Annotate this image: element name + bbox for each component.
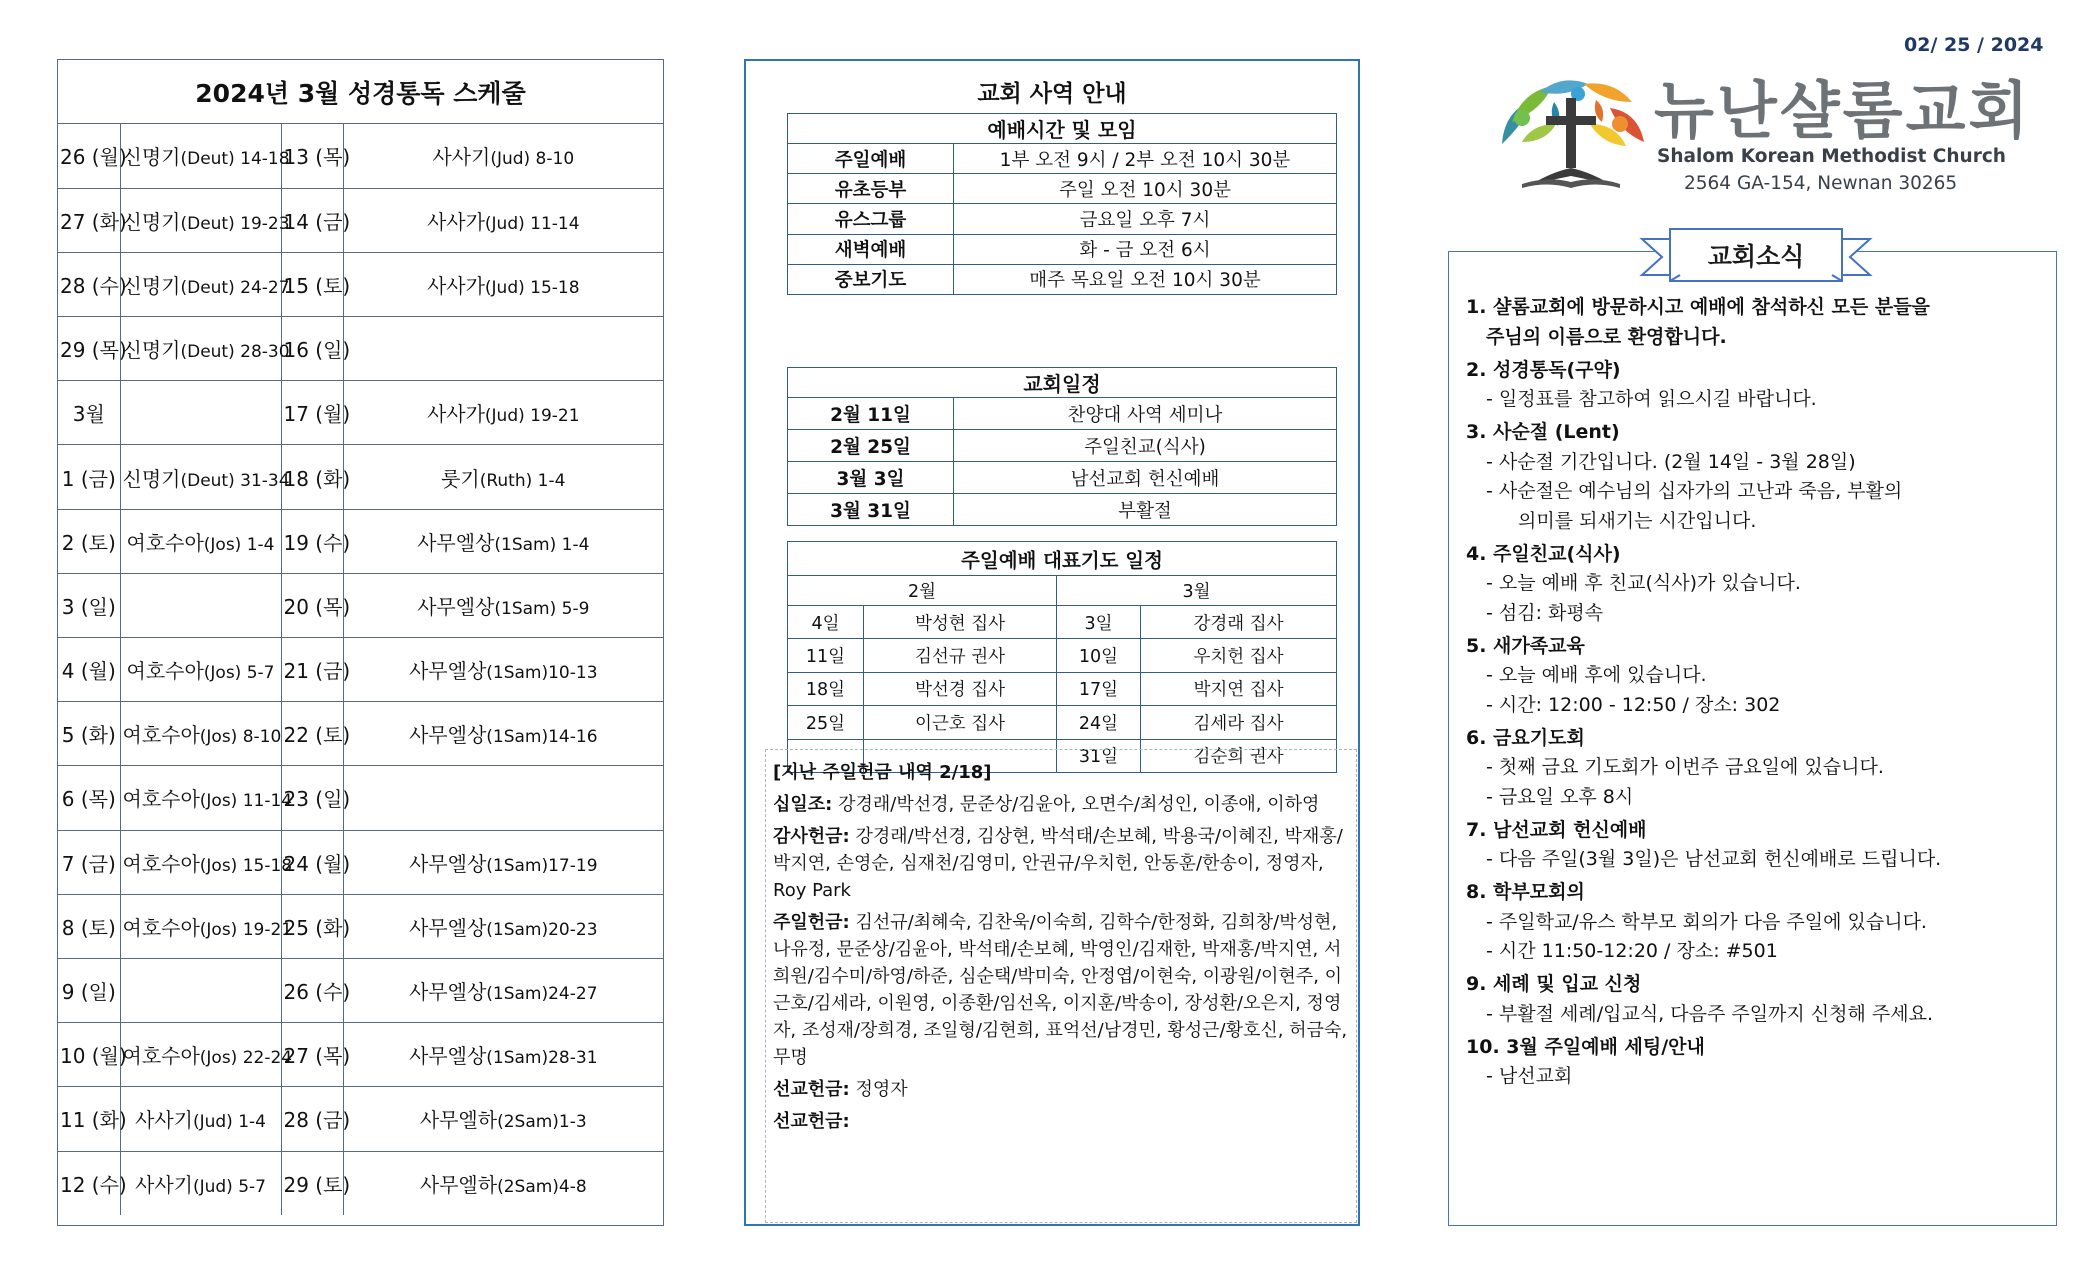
schedule-day-left: 28 (수) bbox=[58, 252, 120, 316]
event-date: 3월 3일 bbox=[788, 462, 954, 494]
event-name: 주일친교(식사) bbox=[954, 430, 1337, 462]
schedule-row bbox=[58, 766, 663, 830]
prayer-month-mar: 3월 bbox=[1057, 576, 1337, 606]
prayer-date-mar: 17일 bbox=[1057, 672, 1141, 705]
church-address: 2564 GA-154, Newnan 30265 bbox=[1684, 173, 1958, 194]
news-heading: 10. 3월 주일예배 세팅/안내 bbox=[1466, 1035, 1705, 1058]
reading-book-code: (Ruth) 1-4 bbox=[479, 470, 566, 491]
prayer-date-mar: 3일 bbox=[1057, 606, 1141, 639]
news-heading: 5. 새가족교육 bbox=[1466, 634, 1585, 657]
schedule-day-left: 3 (일) bbox=[58, 573, 120, 637]
schedule-day-left: 3월 bbox=[58, 381, 120, 445]
schedule-reading-right: 사무엘상(1Sam)28-31 bbox=[343, 1023, 663, 1087]
schedule-day-left: 4 (월) bbox=[58, 638, 120, 702]
reading-book-code: (1Sam)28-31 bbox=[486, 1048, 598, 1069]
schedule-day-right: 15 (토) bbox=[281, 252, 343, 316]
offering-names: 김선규/최혜숙, 김찬욱/이숙희, 김학수/한정화, 김희창/박성현, 나유정, 문준상/김윤아, 박석태/손보혜, 박영인/김재한, 박재홍/박지연, 서희원/김수미/하영/하준, 심순택/박미숙, 안정엽/이현숙, 이광원/이현주, 이근호/김세라, 이원영, 이종환/임선옥, 이지훈/박송이, 장성환/오은지, 정영자, 조성재/장희경, 조일형/김현희, 표억선/남경민, 황성근/황호신, 허금숙, 무명 bbox=[773, 912, 1348, 1068]
prayer-date-feb: 25일 bbox=[788, 706, 864, 739]
schedule-reading-left: 신명기(Deut) 24-27 bbox=[120, 252, 281, 316]
schedule-day-right: 22 (토) bbox=[281, 702, 343, 766]
schedule-day-left: 11 (화) bbox=[58, 1087, 120, 1151]
schedule-day-right: 25 (화) bbox=[281, 894, 343, 958]
news-heading: 7. 남선교회 헌신예배 bbox=[1466, 818, 1647, 841]
reading-book-code: (Jud) 15-18 bbox=[484, 277, 580, 298]
news-heading: 1. 샬롬교회에 방문하시고 예배에 참석하신 모든 분들을 bbox=[1466, 296, 1930, 318]
news-item bbox=[1466, 418, 2052, 536]
schedule-day-left: 9 (일) bbox=[58, 958, 120, 1022]
news-detail-cont: 의미를 되새기는 시간입니다. bbox=[1518, 509, 1757, 532]
schedule-day-left: 29 (목) bbox=[58, 317, 120, 381]
event-row bbox=[788, 462, 1337, 494]
schedule-reading-left: 여호수아(Jos) 11-14 bbox=[120, 766, 281, 830]
schedule-reading-right: 사무엘상(1Sam) 1-4 bbox=[343, 509, 663, 573]
event-name: 남선교회 헌신예배 bbox=[954, 462, 1337, 494]
schedule-day-right: 20 (목) bbox=[281, 573, 343, 637]
event-row bbox=[788, 494, 1337, 526]
schedule-row bbox=[58, 509, 663, 573]
offering-summary bbox=[765, 749, 1357, 1223]
schedule-reading-right: 사무엘상(1Sam)14-16 bbox=[343, 702, 663, 766]
schedule-day-right: 28 (금) bbox=[281, 1087, 343, 1151]
schedule-reading-right: 룻기(Ruth) 1-4 bbox=[343, 445, 663, 509]
schedule-day-right: 14 (금) bbox=[281, 188, 343, 252]
prayer-leader-mar: 김세라 집사 bbox=[1141, 706, 1337, 739]
schedule-row bbox=[58, 188, 663, 252]
offering-title: [지난 주일헌금 내역 2/18] bbox=[773, 762, 992, 783]
schedule-day-left: 7 (금) bbox=[58, 830, 120, 894]
reading-book-code: (Jud) 8-10 bbox=[490, 149, 575, 170]
offering-label: 선교헌금: bbox=[773, 1079, 850, 1100]
reading-book-code: (1Sam) 5-9 bbox=[494, 598, 590, 619]
schedule-day-right: 16 (일) bbox=[281, 317, 343, 381]
news-heading: 9. 세례 및 입교 신청 bbox=[1466, 973, 1642, 995]
schedule-reading-left: 신명기(Deut) 19-23 bbox=[120, 188, 281, 252]
news-detail: - 주일학교/유스 학부모 회의가 다음 주일에 있습니다. bbox=[1486, 910, 1927, 933]
schedule-day-right: 13 (목) bbox=[281, 124, 343, 188]
schedule-reading-left: 신명기(Deut) 14-18 bbox=[120, 124, 281, 188]
schedule-day-right: 23 (일) bbox=[281, 766, 343, 830]
news-detail: - 남선교회 bbox=[1486, 1065, 1573, 1087]
reading-book-code: (1Sam)17-19 bbox=[486, 855, 598, 876]
schedule-reading-right: 사무엘하(2Sam)1-3 bbox=[343, 1087, 663, 1151]
reading-book-code: (2Sam)1-3 bbox=[497, 1112, 587, 1133]
prayer-leader-feb: 박성현 집사 bbox=[864, 606, 1057, 639]
reading-book-code: (Deut) 24-27 bbox=[180, 277, 290, 298]
schedule-title: 2024년 3월 성경통독 스케줄 bbox=[58, 60, 663, 124]
reading-book-code: (1Sam)20-23 bbox=[486, 919, 598, 940]
news-detail: - 오늘 예배 후에 있습니다. bbox=[1486, 664, 1707, 686]
schedule-reading-left: 여호수아(Jos) 8-10 bbox=[120, 702, 281, 766]
schedule-day-right: 24 (월) bbox=[281, 830, 343, 894]
schedule-reading-left: 신명기(Deut) 28-30 bbox=[120, 317, 281, 381]
church-events-table bbox=[787, 367, 1337, 526]
worship-row bbox=[788, 264, 1337, 294]
reading-book-code: (Jos) 5-7 bbox=[203, 663, 275, 684]
schedule-day-left: 12 (수) bbox=[58, 1151, 120, 1215]
schedule-row bbox=[58, 894, 663, 958]
prayer-leader-mar: 우치헌 집사 bbox=[1141, 639, 1337, 672]
schedule-day-left: 6 (목) bbox=[58, 766, 120, 830]
news-detail: - 섬김: 화평속 bbox=[1486, 601, 1604, 624]
schedule-day-right: 26 (수) bbox=[281, 958, 343, 1022]
prayer-leader-feb: 김선규 권사 bbox=[864, 639, 1057, 672]
schedule-day-left: 27 (화) bbox=[58, 188, 120, 252]
event-name: 찬양대 사역 세미나 bbox=[954, 398, 1337, 430]
bulletin-date: 02/ 25 / 2024 bbox=[1904, 34, 2044, 56]
news-item bbox=[1466, 1033, 2052, 1092]
news-item bbox=[1466, 970, 2052, 1029]
offering-label: 십일조: bbox=[773, 794, 833, 815]
schedule-reading-left: 여호수아(Jos) 15-18 bbox=[120, 830, 281, 894]
news-item bbox=[1466, 816, 2052, 875]
news-detail: - 부활절 세례/입교식, 다음주 주일까지 신청해 주세요. bbox=[1486, 1002, 1934, 1025]
offering-names: 강경래/박선경, 문준상/김윤아, 오면수/최성인, 이종애, 이하영 bbox=[832, 794, 1320, 815]
schedule-reading-right: 사무엘상(1Sam) 5-9 bbox=[343, 573, 663, 637]
offering-item bbox=[773, 909, 1350, 1071]
schedule-row bbox=[58, 124, 663, 188]
reading-book-code: (Jos) 11-14 bbox=[199, 791, 293, 812]
reading-book-code: (2Sam)4-8 bbox=[497, 1176, 587, 1197]
schedule-row bbox=[58, 317, 663, 381]
news-detail: - 금요일 오후 8시 bbox=[1486, 785, 1634, 808]
event-row bbox=[788, 430, 1337, 462]
schedule-reading-left bbox=[120, 381, 281, 445]
news-item bbox=[1466, 356, 2052, 415]
schedule-reading-left: 여호수아(Jos) 22-24 bbox=[120, 1023, 281, 1087]
schedule-reading-right: 사사가(Jud) 11-14 bbox=[343, 188, 663, 252]
prayer-date-feb: 11일 bbox=[788, 639, 864, 672]
schedule-day-left: 1 (금) bbox=[58, 445, 120, 509]
schedule-reading-left: 여호수아(Jos) 5-7 bbox=[120, 638, 281, 702]
schedule-reading-right: 사무엘상(1Sam)24-27 bbox=[343, 958, 663, 1022]
news-detail: - 다음 주일(3월 3일)은 남선교회 헌신예배로 드립니다. bbox=[1486, 848, 1942, 870]
schedule-day-left: 10 (월) bbox=[58, 1023, 120, 1087]
schedule-reading-right: 사무엘상(1Sam)10-13 bbox=[343, 638, 663, 702]
schedule-day-right: 19 (수) bbox=[281, 509, 343, 573]
schedule-reading-left bbox=[120, 958, 281, 1022]
prayer-date-feb: 4일 bbox=[788, 606, 864, 639]
news-item bbox=[1466, 540, 2052, 629]
schedule-day-right: 27 (목) bbox=[281, 1023, 343, 1087]
schedule-row bbox=[58, 445, 663, 509]
event-date: 2월 11일 bbox=[788, 398, 954, 430]
schedule-row bbox=[58, 381, 663, 445]
reading-book-code: (Jos) 15-18 bbox=[199, 855, 293, 876]
worship-time: 1부 오전 9시 / 2부 오전 10시 30분 bbox=[954, 144, 1337, 174]
schedule-row bbox=[58, 702, 663, 766]
reading-book-code: (Jud) 1-4 bbox=[192, 1112, 266, 1133]
news-heading: 3. 사순절 (Lent) bbox=[1466, 421, 1620, 443]
schedule-reading-right bbox=[343, 317, 663, 381]
reading-book-code: (Jud) 5-7 bbox=[192, 1176, 266, 1197]
schedule-day-right: 21 (금) bbox=[281, 638, 343, 702]
schedule-row bbox=[58, 252, 663, 316]
reading-book-code: (Jos) 19-21 bbox=[199, 919, 293, 940]
offering-item bbox=[773, 1076, 1350, 1103]
schedule-row bbox=[58, 1023, 663, 1087]
reading-book-code: (Deut) 19-23 bbox=[180, 213, 290, 234]
schedule-day-left: 8 (토) bbox=[58, 894, 120, 958]
schedule-day-left: 26 (월) bbox=[58, 124, 120, 188]
prayer-date-feb: 18일 bbox=[788, 672, 864, 705]
news-detail: - 시간 11:50-12:20 / 장소: #501 bbox=[1486, 940, 1778, 962]
schedule-table bbox=[58, 124, 663, 1215]
worship-name: 유초등부 bbox=[788, 174, 954, 204]
prayer-leader-mar: 박지연 집사 bbox=[1141, 672, 1337, 705]
worship-row bbox=[788, 234, 1337, 264]
schedule-day-left: 5 (화) bbox=[58, 702, 120, 766]
worship-row bbox=[788, 204, 1337, 234]
schedule-reading-right: 사무엘상(1Sam)20-23 bbox=[343, 894, 663, 958]
offering-names: 강경래/박선경, 김상현, 박석태/손보혜, 박용국/이혜진, 박재홍/박지연, 손영순, 심재천/김영미, 안권규/우치헌, 안동훈/한송이, 정영자, Roy Park bbox=[773, 826, 1343, 901]
schedule-row bbox=[58, 830, 663, 894]
reading-book-code: (Jos) 22-24 bbox=[199, 1048, 293, 1069]
news-detail: - 시간: 12:00 - 12:50 / 장소: 302 bbox=[1486, 693, 1781, 716]
prayer-leader-mar: 강경래 집사 bbox=[1141, 606, 1337, 639]
prayer-date-mar: 24일 bbox=[1057, 706, 1141, 739]
event-name: 부활절 bbox=[954, 494, 1337, 526]
schedule-reading-right bbox=[343, 766, 663, 830]
worship-time: 금요일 오후 7시 bbox=[954, 204, 1337, 234]
news-heading-cont: 주님의 이름으로 환영합니다. bbox=[1486, 325, 1727, 348]
schedule-reading-left: 신명기(Deut) 31-34 bbox=[120, 445, 281, 509]
news-detail: - 첫째 금요 기도회가 이번주 금요일에 있습니다. bbox=[1486, 756, 1884, 778]
worship-row bbox=[788, 174, 1337, 204]
reading-book-code: (Jos) 8-10 bbox=[199, 727, 282, 748]
news-heading: 4. 주일친교(식사) bbox=[1466, 542, 1621, 565]
news-detail: - 일정표를 참고하여 읽으시길 바랍니다. bbox=[1486, 388, 1817, 410]
prayer-date-mar: 31일 bbox=[1057, 739, 1141, 772]
prayer-leader-feb: 박선경 집사 bbox=[864, 672, 1057, 705]
reading-book-code: (Jos) 1-4 bbox=[203, 534, 275, 555]
news-list bbox=[1466, 293, 2052, 1095]
schedule-day-right: 17 (월) bbox=[281, 381, 343, 445]
worship-time: 매주 목요일 오전 10시 30분 bbox=[954, 264, 1337, 294]
news-item bbox=[1466, 632, 2052, 721]
reading-book-code: (Jud) 19-21 bbox=[484, 406, 580, 427]
schedule-row bbox=[58, 958, 663, 1022]
ministry-panel bbox=[744, 59, 1360, 1226]
worship-name: 유스그룹 bbox=[788, 204, 954, 234]
reading-schedule bbox=[57, 59, 664, 1226]
news-item bbox=[1466, 724, 2052, 813]
schedule-reading-right: 사사가(Jud) 19-21 bbox=[343, 381, 663, 445]
event-row bbox=[788, 398, 1337, 430]
prayer-leader-feb: 이근호 집사 bbox=[864, 706, 1057, 739]
offering-label: 선교헌금: bbox=[773, 1111, 850, 1132]
schedule-day-right: 18 (화) bbox=[281, 445, 343, 509]
offering-item bbox=[773, 823, 1350, 904]
reading-book-code: (Jud) 11-14 bbox=[484, 213, 580, 234]
reading-book-code: (Deut) 31-34 bbox=[180, 470, 290, 491]
church-name: 뉴난샬롬교회 bbox=[1654, 74, 2032, 147]
offering-label: 감사헌금: bbox=[773, 826, 850, 847]
prayer-date-mar: 10일 bbox=[1057, 639, 1141, 672]
schedule-reading-right: 사사가(Jud) 15-18 bbox=[343, 252, 663, 316]
prayer-row bbox=[788, 706, 1337, 739]
news-detail: - 사순절 기간입니다. (2월 14일 - 3월 28일) bbox=[1486, 450, 1856, 473]
worship-times-table bbox=[787, 113, 1337, 295]
schedule-reading-right: 사사기(Jud) 8-10 bbox=[343, 124, 663, 188]
reading-book-code: (1Sam)14-16 bbox=[486, 727, 598, 748]
church-english-name: Shalom Korean Methodist Church bbox=[1657, 146, 2006, 167]
prayer-month-feb: 2월 bbox=[788, 576, 1057, 606]
offering-label: 주일헌금: bbox=[773, 912, 850, 933]
prayer-leader-mar: 김순희 권사 bbox=[1141, 739, 1337, 772]
schedule-row bbox=[58, 1151, 663, 1215]
schedule-row bbox=[58, 1087, 663, 1151]
event-date: 3월 31일 bbox=[788, 494, 954, 526]
worship-header: 예배시간 및 모임 bbox=[788, 114, 1337, 144]
prayer-row bbox=[788, 606, 1337, 639]
tree-cross-logo-icon bbox=[1492, 72, 1652, 197]
news-detail: - 사순절은 예수님의 십자가의 고난과 죽음, 부활의 bbox=[1486, 480, 1903, 502]
schedule-reading-left: 여호수아(Jos) 19-21 bbox=[120, 894, 281, 958]
schedule-reading-left: 사사기(Jud) 1-4 bbox=[120, 1087, 281, 1151]
worship-time: 주일 오전 10시 30분 bbox=[954, 174, 1337, 204]
events-header: 교회일정 bbox=[788, 368, 1337, 398]
worship-time: 화 - 금 오전 6시 bbox=[954, 234, 1337, 264]
prayer-header: 주일예배 대표기도 일정 bbox=[788, 542, 1337, 576]
reading-book-code: (1Sam)10-13 bbox=[486, 663, 598, 684]
schedule-row bbox=[58, 573, 663, 637]
worship-name: 주일예배 bbox=[788, 144, 954, 174]
worship-name: 중보기도 bbox=[788, 264, 954, 294]
offering-item bbox=[773, 1108, 1350, 1135]
schedule-day-right: 29 (토) bbox=[281, 1151, 343, 1215]
prayer-schedule-table bbox=[787, 541, 1337, 773]
reading-book-code: (1Sam)24-27 bbox=[486, 984, 598, 1005]
worship-name: 새벽예배 bbox=[788, 234, 954, 264]
prayer-row bbox=[788, 639, 1337, 672]
news-heading: 6. 금요기도회 bbox=[1466, 726, 1585, 749]
ministry-title: 교회 사역 안내 bbox=[977, 81, 1127, 107]
news-item bbox=[1466, 293, 2052, 352]
offering-item bbox=[773, 791, 1350, 818]
schedule-day-left: 2 (토) bbox=[58, 509, 120, 573]
prayer-row bbox=[788, 672, 1337, 705]
news-heading: 2. 성경통독(구약) bbox=[1466, 358, 1621, 381]
event-date: 2월 25일 bbox=[788, 430, 954, 462]
news-title: 교회소식 bbox=[1707, 242, 1805, 271]
reading-book-code: (Deut) 28-30 bbox=[180, 342, 290, 363]
schedule-row bbox=[58, 638, 663, 702]
schedule-reading-left: 여호수아(Jos) 1-4 bbox=[120, 509, 281, 573]
reading-book-code: (1Sam) 1-4 bbox=[494, 534, 590, 555]
news-heading: 8. 학부모회의 bbox=[1466, 881, 1585, 903]
schedule-reading-right: 사무엘하(2Sam)4-8 bbox=[343, 1151, 663, 1215]
schedule-reading-right: 사무엘상(1Sam)17-19 bbox=[343, 830, 663, 894]
reading-book-code: (Deut) 14-18 bbox=[180, 149, 290, 170]
offering-names: 정영자 bbox=[849, 1079, 908, 1100]
news-item bbox=[1466, 878, 2052, 967]
schedule-reading-left: 사사기(Jud) 5-7 bbox=[120, 1151, 281, 1215]
schedule-reading-left bbox=[120, 573, 281, 637]
news-detail: - 오늘 예배 후 친교(식사)가 있습니다. bbox=[1486, 572, 1801, 594]
worship-row bbox=[788, 144, 1337, 174]
